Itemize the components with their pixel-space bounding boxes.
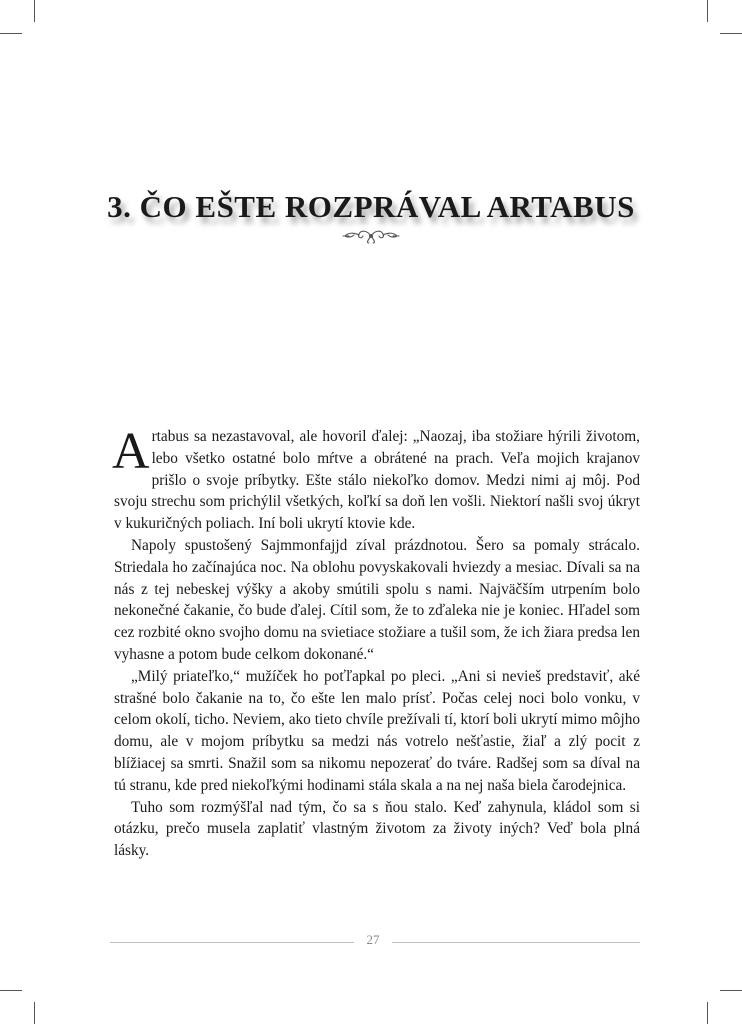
crop-mark-bottom-right-h [720,990,742,991]
chapter-body [112,423,640,862]
chapter-title: 3. ČO EŠTE ROZPRÁVAL ARTABUS [107,188,635,224]
crop-mark-bottom-right-v [707,1002,708,1024]
crop-mark-bottom-left-h [0,990,22,991]
crop-mark-top-right-v [707,0,708,22]
footer-rule-right [392,942,640,943]
crop-mark-bottom-left-v [34,1002,35,1024]
crop-mark-top-left-h [0,33,22,34]
paragraph-2: Napoly spustošený Sajmmonfajjd zíval prázdnotou. Šero sa pomaly strácalo. Striedala ho začínajúca noc. Na oblohu povyskakovali hviezdy a mesiac. Dívali sa na nás z tej nebeskej výšky a akoby smútili spolu s nami. Najväčším utrpením bolo nekonečné čakanie, čo bude ďalej. Cítil som, že to zďaleka nie je koniec. Hľadel som cez rozbité okno svojho domu na svietiace stožiare a tušil som, že ich žiara predsa len vyhasne a potom bude celkom dokonané.“ [114,536,640,663]
crop-mark-top-right-h [720,33,742,34]
paragraph-1 [112,423,640,535]
paragraph-3: „Milý priateľko,“ mužíček ho poťľapkal po pleci. „Ani si nevieš predstaviť, aké strašné bolo čakanie na to, čo ešte len malo prísť. Počas celej noci bolo vonku, v celom okolí, ticho. Neviem, ako tieto chvíle prežívali tí, ktorí boli ukrytí mimo môjho domu, ale v mojom príbytku sa medzi nás votrelo nešťastie, žiaľ a zlý pocit z blížiacej sa smrti. Snažil som sa nikomu nepozerať do tváre. Radšej som sa díval na tú stranu, kde pred niekoľkými hodinami stála skala a na nej naša biela čarodejnica. [114,667,640,794]
page-number: 27 [366,932,380,947]
paragraph-1-text: rtabus sa nezastavoval, ale hovoril ďalej: „Naozaj, iba stožiare hýrili životom, lebo všetko ostatné bolo mŕtve a obrátené na prach. Veľa mojich krajanov prišlo o svoje príbytky. Ešte stálo niekoľko domov. Medzi nimi aj môj. Pod svoju strechu som prichýlil všetkých, koľkí sa doň len vošli. Niektorí našli svoj úkryt v kukuričných poliach. Iní boli ukrytí ktovie kde. [114,428,640,533]
drop-cap: A [112,423,150,480]
paragraph-4: Tuho som rozmýšľal nad tým, čo sa s ňou stalo. Keď zahynula, kládol som si otázku, prečo musela zaplatiť vlastným životom za životy iných? Veď bola plná lásky. [114,798,640,860]
crop-mark-top-left-v [34,0,35,22]
footer-rule-left [110,942,354,943]
floral-flourish-icon [341,227,401,245]
